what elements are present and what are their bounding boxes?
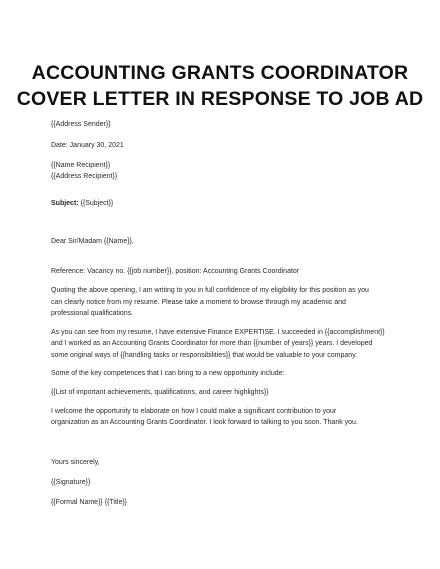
document-title-line-2: COVER LETTER IN RESPONSE TO JOB AD — [16, 88, 424, 110]
reference-line: Reference: Vacancy no. {{job number}}, position: Accounting Grants Coordinator — [51, 268, 300, 275]
paragraph-2-line-3: some original ways of {{handling tasks or responsibilities}} that would be valuable to your company. — [51, 352, 358, 359]
paragraph-1-line-1: Quoting the above opening, I am writing to you in full confidence of my eligibility for this position as you — [51, 287, 369, 294]
formal-name-title: {{Formal Name}} {{Title}} — [51, 499, 128, 506]
subject-line — [51, 198, 113, 210]
paragraph-1-line-3: professional qualifications. — [51, 310, 134, 317]
paragraph-2-line-2: and I worked as an Accounting Grants Coordinator for more than {{number of years}} years. I developed — [51, 340, 373, 347]
closing: Yours sincerely, — [51, 459, 100, 466]
paragraph-2-line-1: As you can see from my resume, I have extensive Finance EXPERTISE. I succeeded in {{accomplishment}} — [51, 329, 385, 336]
paragraph-4: {{List of important achievements, qualifications, and career highlights}} — [51, 389, 269, 396]
paragraph-5-line-2: organization as an Accounting Grants Coordinator. I look forward to talking to you soon. Thank you. — [51, 419, 358, 426]
letter-date: Date: January 30, 2021 — [51, 142, 124, 149]
paragraph-1-line-2: can clearly notice from my resume. Please take a moment to browse through my academic and — [51, 299, 346, 306]
paragraph-5-line-1: I welcome the opportunity to elaborate on how I could make a significant contribution to your — [51, 408, 337, 415]
document-title-line-1: ACCOUNTING GRANTS COORDINATOR — [31, 62, 409, 84]
salutation: Dear Sir/Madam {{Name}}, — [51, 238, 134, 245]
address-sender: {{Address Sender}} — [51, 121, 111, 128]
signature: {{Signature}} — [51, 479, 91, 486]
address-recipient: {{Address Recipient}} — [51, 173, 118, 180]
subject-value: {{Subject}} — [78, 200, 114, 207]
name-recipient: {{Name Recipient}} — [51, 162, 111, 169]
subject-label: Subject: — [51, 200, 79, 207]
paragraph-3: Some of the key competences that I can bring to a new opportunity include: — [51, 370, 285, 377]
